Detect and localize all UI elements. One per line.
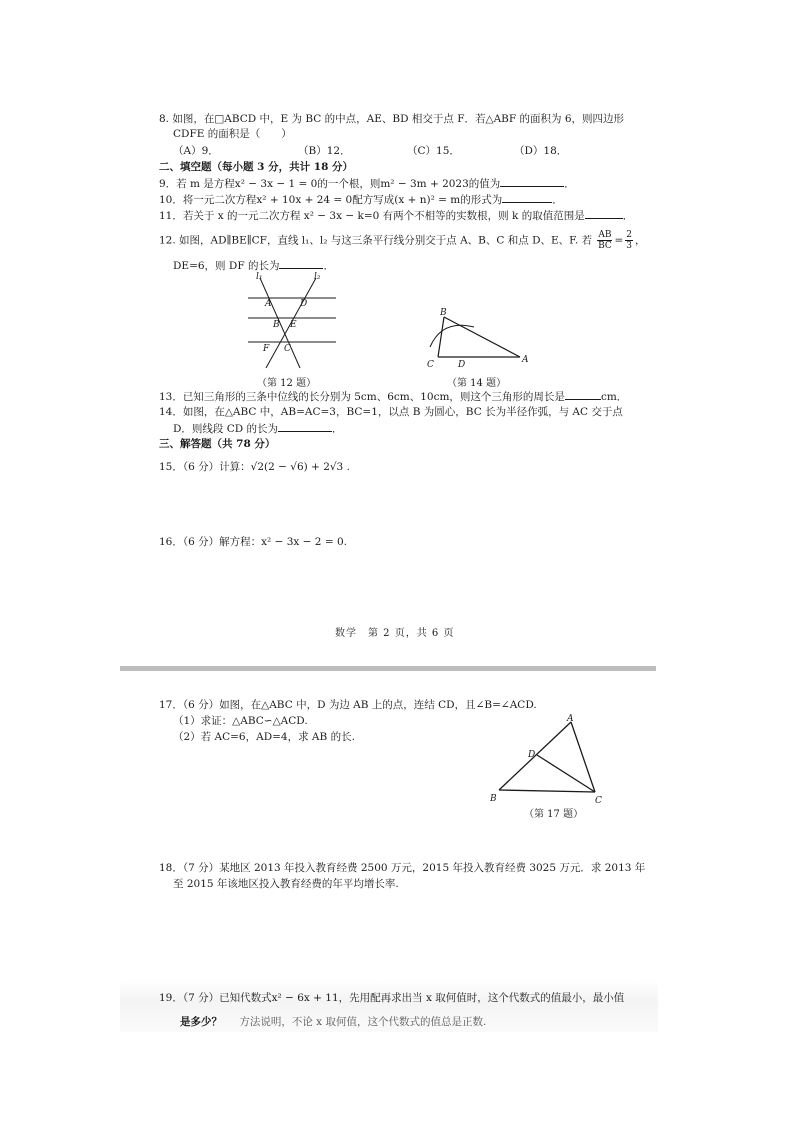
label-d: D [458,360,466,370]
label-b: B [490,794,497,804]
q13-answer-blank [565,389,601,400]
label-l2: l₂ [314,272,321,282]
q11-text: 11．若关于 x 的一元二次方程 x² − 3x − k=0 有两个不相等的实数根，则 k 的取值范围是 ． [159,210,634,222]
figure-17 [485,712,615,808]
segment-bc [499,790,595,792]
segment-ba [444,317,520,357]
segment-cd [537,755,595,792]
label-c: C [427,360,434,370]
q19-line2 [180,1015,486,1029]
q8-option-a: （A）9． [173,145,219,157]
section3-heading: 三、解答题（共 78 分） [159,438,276,450]
q14-answer-blank [278,421,332,432]
label-d: D [528,750,536,760]
label-f: F [263,344,270,354]
q10-text: 10．将一元二次方程x² + 10x + 24 = 0配方写成(x + n)² = m的形式为 ． [159,194,563,206]
fig17-caption: （第 17 题） [524,809,584,820]
q8-option-d: （D）18． [514,145,568,157]
q11-answer-blank [585,208,623,219]
q17-line1: 17．（6 分）如图，在△ABC 中，D 为边 AB 上的点，连结 CD，且∠B=∠ACD. [159,699,537,711]
figure-12 [238,270,348,376]
q14-stem-2: D．则线段 CD 的长为 [173,423,279,435]
q13-unit: cm． [600,391,628,403]
q14-line1: 14．如图，在△ABC 中，AB=AC=3，BC=1，以点 B 为圆心，BC 长为半径作弧，与 AC 交于点 [159,406,623,418]
label-a: A [265,299,272,309]
q15-text: 15．（6 分）计算：√2(2 − √6) + 2√3 . [159,461,350,473]
q14-line2: D．则线段 CD 的长为 ． [173,423,343,435]
q19-line2-b: 方法说明，不论 x 取何值，这个代数式的值总是正数. [239,1016,487,1028]
q18-line2: 至 2015 年该地区投入教育经费的年平均增长率. [173,878,399,890]
q12-ratio-fraction [597,230,612,251]
q12-frac-den: BC [598,241,612,251]
q12-line2: DE=6，则 DF 的长为 ． [173,260,334,272]
arc-from-b [430,325,474,347]
page-divider [120,666,656,671]
q9-text: 9．若 m 是方程x² − 3x − 1 = 0的一个根，则m² − 3m + 2023的值为 ． [159,178,575,190]
q12-equals: = [614,234,624,247]
q9-answer-blank [500,176,564,187]
q10-answer-blank [502,192,552,203]
label-c: C [284,344,291,354]
q17-part1: （1）求证：△ABC∽△ACD. [173,715,308,727]
q12-answer-blank [279,258,323,269]
q12-line1 [159,230,646,251]
label-a: A [567,714,574,724]
q19-line2-a: 是多少？ [180,1016,222,1028]
label-d: D [300,299,308,309]
q12-value-num: 2 [626,230,633,240]
label-l1: l₁ [256,272,263,282]
page-footer: 数学 第 2 页，共 6 页 [335,628,455,639]
segment-ac [571,722,595,792]
label-e: E [290,320,297,330]
q16-text: 16．（6 分）解方程：x² − 3x − 2 = 0. [159,536,347,548]
q12-frac-num: AB [598,230,612,240]
segment-bc [438,317,444,357]
figure-14 [420,305,535,371]
q8-line2: CDFE 的面积是（ ） [173,128,292,140]
label-c: C [595,796,602,806]
label-b: B [273,320,280,330]
label-a: A [522,355,529,365]
q17-part2: （2）若 AC=6，AD=4，求 AB 的长. [173,731,355,743]
section2-heading: 二、填空题（每小题 3 分，共计 18 分） [159,161,354,173]
q19-line1: 19．（7 分）已知代数式x² − 6x + 11，先用配再求出当 x 取何值时，这个代数式的值最小，最小值 [159,992,625,1004]
q12-stem-2: DE=6，则 DF 的长为 [173,260,280,272]
q8-line1: 8. 如图，在□ABCD 中，E 为 BC 的中点，AE、BD 相交于点 F．若△ABF 的面积为 6，则四边形 [159,113,625,125]
q11-stem: 11．若关于 x 的一元二次方程 x² − 3x − k=0 有两个不相等的实数根，则 k 的取值范围是 [159,210,585,222]
q8-option-c: （C）15． [407,145,460,157]
q12-comma: ， [635,234,646,247]
q10-stem: 10．将一元二次方程x² + 10x + 24 = 0配方写成(x + n)² = m的形式为 [159,194,503,206]
q12-stem: 12. 如图，AD∥BE∥CF，直线 l₁、l₂ 与这三条平行线分别交于点 A、B、C 和点 D、E、F. 若 [159,234,593,247]
q13-stem: 13．已知三角形的三条中位线的长分别为 5cm、6cm、10cm，则这个三角形的周长是 [159,391,565,403]
q8-option-b: （B）12． [298,145,351,157]
q12-value-den: 3 [626,241,633,251]
fig14-caption: （第 14 题） [447,378,507,389]
q12-value-fraction [625,230,633,251]
q13-text [159,389,627,404]
q9-stem: 9．若 m 是方程x² − 3x − 1 = 0的一个根，则m² − 3m + 2023的值为 [159,178,501,190]
q18-line1: 18．（7 分）某地区 2013 年投入教育经费 2500 万元，2015 年投入教育经费 3025 万元．求 2013 年 [159,862,646,874]
fig12-caption: （第 12 题） [257,378,317,389]
label-b: B [440,308,447,318]
